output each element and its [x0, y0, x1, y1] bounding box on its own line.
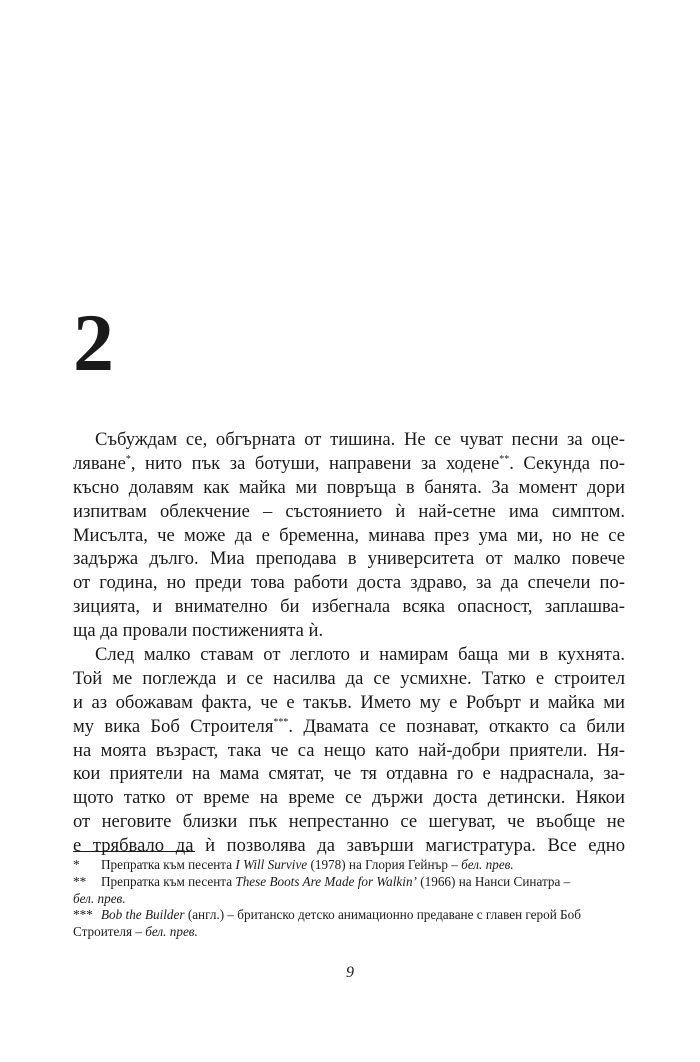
text-line: късно долавям как майка ми повръща в банята. За момент дори	[73, 476, 625, 498]
footnote	[73, 907, 633, 924]
text-line: и аз обожавам факта, че е такъв. Името му е Робърт и майка ми	[73, 691, 625, 713]
text-line: от неговите близки пък непрестанно се шегуват, че въобще не	[73, 811, 625, 833]
footnote-mark: *	[73, 857, 80, 872]
text-line: ща да провали постиженията ѝ.	[73, 620, 324, 642]
text-line	[73, 715, 625, 739]
footnote-separator	[73, 851, 195, 852]
text-line: изпитвам облекчение – състоянието ѝ най-сетне има симптом.	[73, 500, 625, 522]
text-fragment: ляване	[73, 452, 126, 474]
footnote-fragment: (англ.) – британско детско анимационно предаване с главен герой Боб	[184, 907, 581, 923]
footnote-mark: **	[73, 873, 87, 889]
text-line: е трябвало да ѝ позволява да завърши магистратура. Все едно	[73, 835, 625, 857]
translator-note: бел. прев.	[461, 857, 514, 872]
footnotes	[73, 857, 633, 941]
text-line: зицията, и внимателно би избегнала всяка опасност, заплашва-	[73, 596, 625, 618]
footnote-text	[101, 874, 570, 891]
text-line: Събуждам се, обгърната от тишина. Не се чуват песни за оце-	[95, 429, 625, 450]
footnote-fragment: (1978) на Глория Гейнър –	[307, 857, 462, 872]
footnote-title: I Will Survive	[235, 857, 308, 872]
text-line: Мисълта, че може да е бременна, минава през ума ми, но не се	[73, 524, 625, 546]
footnote-title: These Boots Are Made for Walkin’	[235, 873, 417, 889]
text-fragment: , нито пък за ботуши, направени за ходене	[130, 452, 500, 474]
footnote-mark: ***	[73, 907, 93, 923]
footnote-continuation	[73, 891, 633, 908]
footnote-fragment: Препратка към песента	[101, 873, 236, 889]
page-number: 9	[346, 964, 354, 981]
footnote-text	[101, 857, 514, 874]
text-fragment: му вика Боб Строителя	[73, 715, 274, 737]
body-text	[73, 428, 625, 858]
footnote-fragment: (1966) на Нанси Синатра –	[416, 873, 571, 889]
text-line: кои приятели на мама смятат, че тя отдавна го е надраснала, за-	[73, 763, 625, 785]
text-fragment: . Секунда по-	[509, 452, 625, 474]
footnote-ref: *	[125, 453, 131, 465]
text-line: щото татко от време на време се държи доста детински. Някои	[73, 787, 625, 809]
footnote-fragment: Препратка към песента	[101, 857, 236, 872]
footnote	[73, 874, 633, 891]
text-fragment: . Двамата се познават, откакто са били	[288, 715, 625, 737]
text-line: Той ме поглежда и се насилва да се усмихне. Татко е строител	[73, 667, 625, 689]
footnote-ref: **	[499, 453, 510, 465]
footnote-ref: ***	[273, 716, 289, 728]
text-line: от година, но преди това работи доста здраво, за да спечели по-	[73, 572, 625, 594]
text-line: След малко ставам от леглото и намирам баща ми в кухнята.	[95, 644, 625, 666]
footnote-continuation	[73, 924, 633, 941]
footnote	[73, 857, 633, 874]
chapter-number: 2	[73, 297, 114, 388]
footnote-text	[101, 907, 581, 924]
translator-note: бел. прев.	[73, 890, 126, 906]
footnote-title: Bob the Builder	[101, 907, 185, 923]
text-line	[73, 452, 625, 476]
footnote-fragment: Строителя –	[73, 924, 146, 940]
text-line: задържа дълго. Миа преподава в университета от малко повече	[73, 548, 625, 570]
translator-note: бел. прев.	[145, 924, 198, 940]
text-line: на моята възраст, така че са нещо като най-добри приятели. Ня-	[73, 739, 625, 761]
